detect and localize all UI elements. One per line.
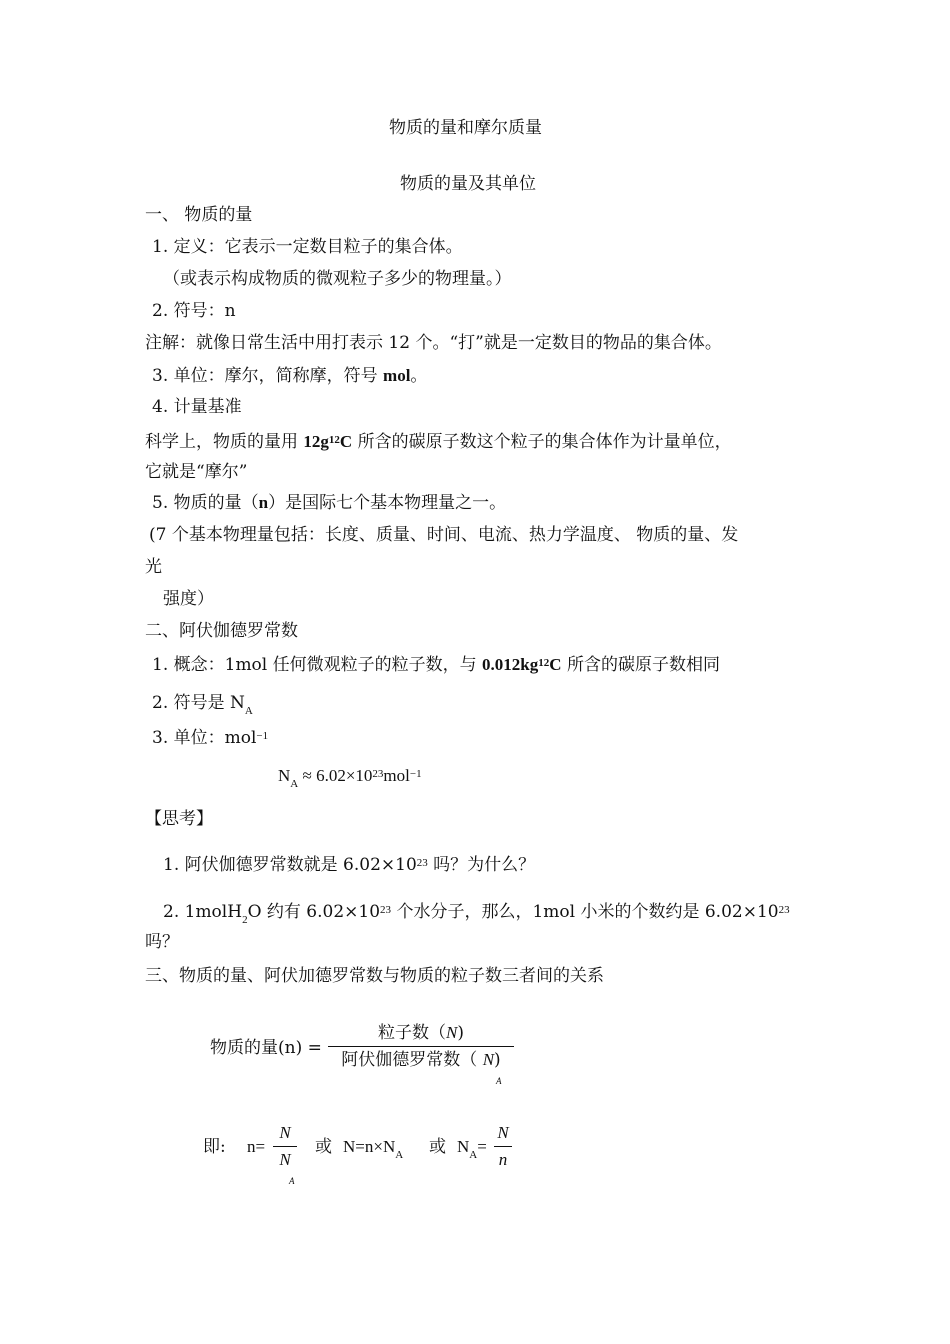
concept-mass: 0.012kg xyxy=(482,655,539,674)
page-subtitle: 物质的量及其单位 xyxy=(400,174,536,194)
fraction-1-denominator: N xyxy=(279,1150,291,1169)
avogadro-concept-line xyxy=(152,652,720,676)
avogadro-unit-exponent: −1 xyxy=(256,730,269,742)
think-heading: 【思考】 xyxy=(145,809,213,829)
q2-text-b: O 约有 6.02×10 xyxy=(247,902,381,922)
base-quantity-end: ）是国际七个基本物理量之一。 xyxy=(268,493,507,513)
science-text-end: 所含的碳原子数这个粒子的集合体作为计量单位， xyxy=(352,432,732,452)
formula-2-label: 即: xyxy=(203,1137,226,1157)
na-equals: = xyxy=(477,1137,487,1156)
symbol-n: n xyxy=(258,493,269,512)
measure-basis-line: 4. 计量基准 xyxy=(152,397,242,417)
denominator-text: 阿伏伽德罗常数（ xyxy=(341,1050,483,1070)
formula-2-na xyxy=(457,1136,487,1166)
eq-unit: mol xyxy=(383,766,410,785)
unit-text: 3. 单位：摩尔，简称摩，符号 xyxy=(152,366,384,386)
fraction-2-numerator: N xyxy=(497,1123,509,1142)
formula-1-denominator xyxy=(328,1049,514,1071)
middle-subscript: A xyxy=(395,1149,404,1161)
na-text: N xyxy=(457,1137,470,1156)
seven-quantities-line-3: 强度） xyxy=(163,589,214,609)
section-3-heading: 三、物质的量、阿伏加德罗常数与物质的粒子数三者间的关系 xyxy=(145,966,604,986)
page-title: 物质的量和摩尔质量 xyxy=(389,118,542,138)
fraction-2-denominator: n xyxy=(498,1150,508,1169)
formula-1-numerator xyxy=(328,1022,514,1044)
eq-subscript: A xyxy=(290,778,299,790)
avogadro-value-equation xyxy=(278,763,422,795)
science-line-2: 它就是“摩尔” xyxy=(145,462,248,482)
q1-text-end: 吗？为什么？ xyxy=(427,855,536,875)
q2-subscript: 2 xyxy=(242,914,248,926)
symbol-text: 2. 符号是 N xyxy=(152,693,245,713)
eq-unit-exponent: −1 xyxy=(409,768,422,780)
unit-line xyxy=(152,365,427,387)
fraction-1-bar xyxy=(273,1146,297,1147)
question-2-end: 吗？ xyxy=(145,932,179,952)
formula-1-subscript: A xyxy=(496,1076,502,1086)
na-subscript: A xyxy=(469,1149,478,1161)
denominator-close: ) xyxy=(494,1050,501,1070)
avogadro-unit-text: 3. 单位：mol xyxy=(152,728,257,748)
avogadro-symbol-line xyxy=(152,692,253,722)
middle-text: N=n×N xyxy=(343,1137,396,1156)
numerator-text: 粒子数（ xyxy=(378,1023,446,1043)
concept-isotope: 12 xyxy=(538,657,550,669)
unit-period: 。 xyxy=(410,366,428,386)
formula-2-middle xyxy=(343,1136,403,1166)
denominator-n: N xyxy=(482,1050,495,1069)
concept-text-end: 所含的碳原子数相同 xyxy=(561,655,720,675)
isotope-number: 12 xyxy=(328,434,340,446)
eq-exponent: 23 xyxy=(372,768,384,780)
seven-quantities-line: (7 个基本物理量包括：长度、质量、时间、电流、热力学温度、 物质的量、发 xyxy=(149,525,739,545)
science-line xyxy=(145,429,732,453)
eq-value: ≈ 6.02×10 xyxy=(298,766,373,785)
q1-text: 1. 阿伏伽德罗常数就是 6.02×10 xyxy=(163,855,417,875)
unit-symbol: mol xyxy=(383,366,411,385)
numerator-n: N xyxy=(446,1023,458,1042)
q2-text-a: 2. 1molH xyxy=(163,902,243,922)
fraction-bar xyxy=(328,1046,514,1047)
formula-1-left: 物质的量(n) = xyxy=(210,1038,322,1058)
q2-text-c: 个水分子，那么，1mol 小米的个数约是 6.02×10 xyxy=(391,902,779,922)
definition-line: 1. 定义：它表示一定数目粒子的集合体。 xyxy=(152,237,463,257)
annotation-line: 注解：就像日常生活中用打表示 12 个。“打”就是一定数目的物品的集合体。 xyxy=(145,333,722,353)
definition-note: （或表示构成物质的微观粒子多少的物理量。） xyxy=(163,269,512,289)
symbol-line: 2. 符号：n xyxy=(152,301,236,321)
base-quantity-line xyxy=(152,492,506,514)
symbol-subscript: A xyxy=(244,705,253,717)
formula-2-n: n= xyxy=(247,1137,266,1156)
base-quantity-text: 5. 物质的量（ xyxy=(152,493,259,513)
science-text: 科学上，物质的量用 xyxy=(145,432,304,452)
formula-2-or-1: 或 xyxy=(315,1137,332,1157)
question-2 xyxy=(163,899,790,931)
carbon-symbol: C xyxy=(339,432,353,451)
fraction-2-bar xyxy=(494,1146,512,1147)
numerator-close: ) xyxy=(457,1023,464,1043)
avogadro-unit-line xyxy=(152,725,268,749)
question-1 xyxy=(163,852,535,876)
concept-text: 1. 概念：1mol 任何微观粒子的粒子数，与 xyxy=(152,655,483,675)
section-2-heading: 二、阿伏伽德罗常数 xyxy=(145,621,298,641)
q1-exponent: 23 xyxy=(416,857,428,869)
concept-carbon: C xyxy=(549,655,562,674)
fraction-1-subscript: A xyxy=(289,1176,295,1186)
formula-1-fraction xyxy=(328,1022,514,1071)
science-mass: 12g xyxy=(303,432,329,451)
fraction-1-numerator: N xyxy=(279,1123,291,1142)
section-1-heading: 一、 物质的量 xyxy=(145,205,253,225)
q2-exponent-2: 23 xyxy=(778,904,790,916)
seven-quantities-line-2: 光 xyxy=(145,557,162,577)
q2-exponent: 23 xyxy=(380,904,392,916)
formula-2-or-2: 或 xyxy=(429,1137,446,1157)
formula-2-fraction-2 xyxy=(494,1122,512,1171)
eq-n: N xyxy=(278,766,291,785)
formula-2-fraction-1 xyxy=(273,1122,297,1171)
